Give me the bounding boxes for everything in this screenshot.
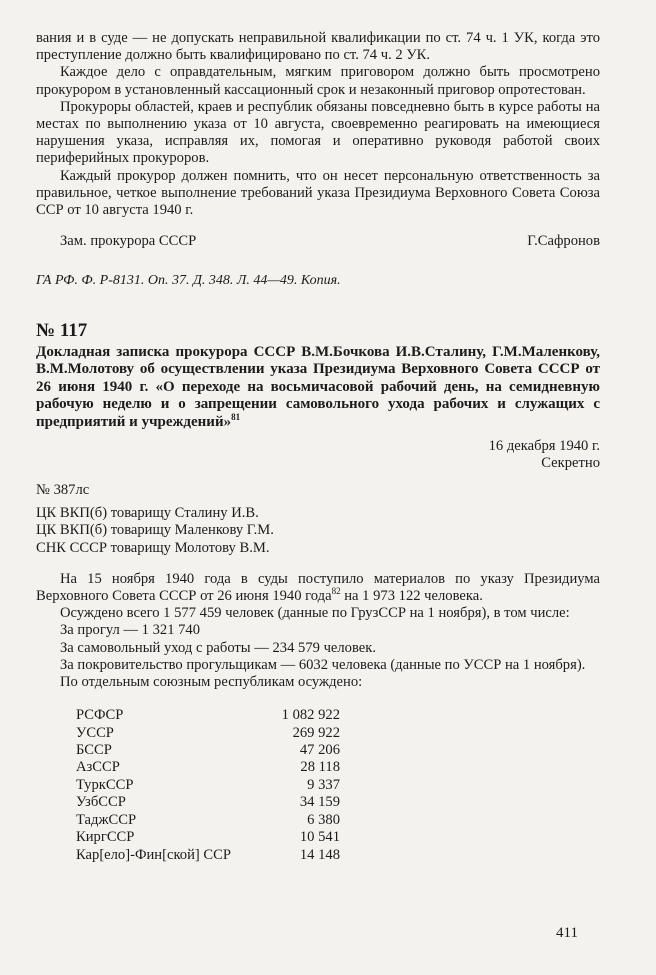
paragraph: Каждый прокурор должен помнить, что он несет персональную ответственность за правильное, четкое выполнение требований указа Президиума Верховного Совета Союза ССР от 10 августа 1940 г. — [36, 167, 600, 219]
signature-block — [36, 233, 600, 250]
table-row: РСФСР 1 082 922 — [76, 707, 340, 724]
addressee: СНК СССР товарищу Молотову В.М. — [36, 539, 270, 556]
document-title: Докладная записка прокурора СССР В.М.Бочкова И.В.Сталину, Г.М.Маленкову, В.М.Молотову об осуществлении указа Президиума Верховного Совета СССР от 26 июня 1940 г. «О переходе на восьмичасовой рабочий день, на семидневную рабочую неделю и о запрещении самовольного ухода рабочих и служащих с предприятий и учреждений»$^{81}$ — [36, 343, 600, 431]
addressee-list — [36, 505, 600, 557]
stat-line: За прогул — 1 321 740 — [60, 622, 201, 639]
table-row: УССР 269 922 — [76, 724, 340, 741]
page-number: 411 — [556, 925, 578, 941]
table-row: Кар[ело]-Фин[ской] ССР 14 148 — [76, 846, 340, 863]
addressee: ЦК ВКП(б) товарищу Сталину И.В. — [36, 505, 259, 522]
table-row: УзбССР 34 159 — [76, 794, 340, 811]
table-row: БССР 47 206 — [76, 742, 340, 759]
footnote-ref: 81 — [231, 412, 241, 423]
signature-position: Зам. прокурора СССР — [60, 233, 197, 250]
signature-name: Г.Сафронов — [527, 233, 600, 250]
paragraph: Прокуроры областей, краев и республик обязаны повседневно быть в курсе работы на местах по выполнению указа от 10 августа, своевременно реагировать на имеющиеся нарушения указа, исправляя их, помогая и оперативно руководя работой своих периферийных прокуроров. — [36, 98, 600, 167]
document-page — [36, 30, 600, 864]
paragraph: Осуждено всего 1 577 459 человек (данные по ГрузССР на 1 ноября), в том числе: — [60, 605, 570, 622]
paragraph: вания и в суде — не допускать неправильной квалификации по ст. 74 ч. 1 УК, когда это преступление должно быть квалифицировано по ст. 74 ч. 2 УК. — [36, 30, 600, 64]
stat-line: За покровительство прогульщикам — 6032 человека (данные по УССР на 1 ноября). — [60, 656, 586, 673]
classification-stamp: Секретно — [541, 454, 600, 471]
table-row: ТуркССР 9 337 — [76, 776, 340, 793]
footnote-ref: 82 — [331, 586, 341, 597]
document-date: 16 декабря 1940 г. — [488, 437, 600, 454]
addressee: ЦК ВКП(б) товарищу Маленкову Г.М. — [36, 522, 274, 539]
paragraph: Каждое дело с оправдательным, мягким приговором должно быть просмотрено прокурором в установленный кассационный срок и незаконный приговор опротестован. — [36, 64, 600, 98]
paragraph: По отдельным союзным республикам осуждено: — [60, 674, 363, 691]
table-row: КиргССР 10 541 — [76, 829, 340, 846]
table-row: АзССР 28 118 — [76, 759, 340, 776]
document-number: № 117 — [36, 319, 88, 341]
archive-source: ГА РФ. Ф. Р-8131. Оп. 37. Д. 348. Л. 44—49. Копия. — [36, 273, 341, 289]
stat-line: За самовольный уход с работы — 234 579 человек. — [60, 639, 376, 656]
registration-number: № 387лс — [36, 482, 90, 499]
table-row: ТаджССР 6 380 — [76, 811, 340, 828]
paragraph: На 15 ноября 1940 года в суды поступило материалов по указу Президиума Верховного Совета СССР от 26 июня 1940 года$^{82}$ на 1 973 122 человека. — [36, 570, 600, 605]
republics-table — [76, 707, 340, 864]
